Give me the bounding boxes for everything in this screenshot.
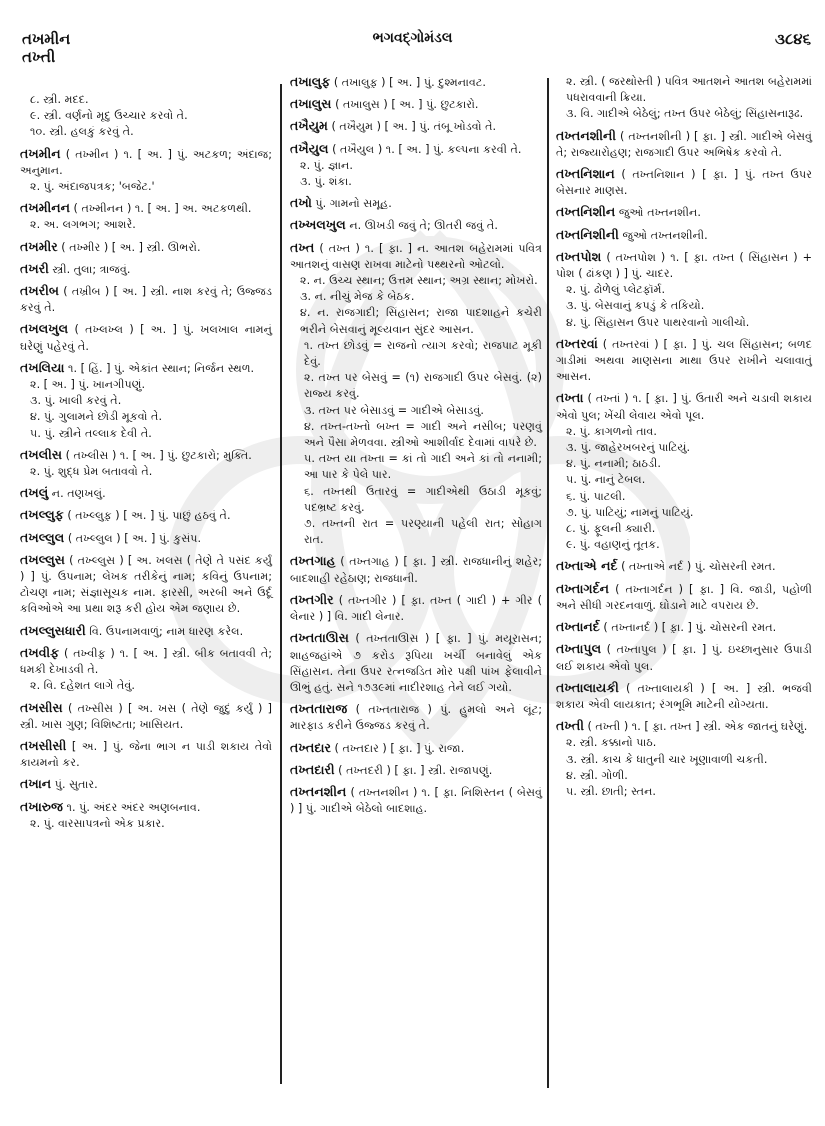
dictionary-entry [556, 558, 812, 575]
entry-sense: ૩. પું. બેસવાનું કપડું કે તકિયો. [566, 299, 705, 313]
entry-headword: તખલું [20, 485, 49, 501]
entry-headword: તખ્તનિશીની [556, 226, 619, 242]
entry-headword: તખ્તનશીન [290, 783, 347, 799]
page-number: ૩૮૪૬ [775, 30, 811, 48]
dictionary-entry [20, 507, 272, 524]
entry-definition: ( તખ્તાપુલ ) [ ફ઼ા. ] પું. ઇચ્છાનુસાર ઉપાડી લઈ શકાય એવો પુલ. [556, 643, 812, 673]
entry-sense: ૫. પું. નાનું ટેબલ. [566, 473, 646, 487]
entry-sense: ૯. પું. વહાણનું તૂતક. [566, 538, 660, 552]
entry-headword: તખ્તદારી [290, 761, 335, 777]
entry-definition: ( તખૈયુમ ) [ અ. ] પું. તંબૂ ખોડવો તે. [331, 120, 497, 134]
entry-headword: તખ્તનશીની [556, 127, 617, 143]
dictionary-entry [290, 118, 542, 135]
entry-definition: ( તખ્લખ્લ ) [ અ. ] પું. ખલખાલ નામનું ઘરેણું પહેરવું તે. [20, 323, 273, 353]
dictionary-entry [556, 390, 812, 553]
entry-headword: તખ્તાલાયકી [556, 679, 619, 695]
dictionary-entry [556, 718, 812, 800]
dictionary-entry [556, 619, 812, 636]
entry-definition: ( તખ્તરવાં ) [ ફ઼ા. ] પું. ચલ સિંહાસન; બળદ ગાડીમાં અથવા માણસના માથા ઉપર રાખીને ચલાવાતું આસન. [556, 337, 812, 384]
entry-definition: ( તખ્લ્લુફ઼ ) [ અ. ] પું. પાછું હઠવું તે. [67, 509, 231, 523]
entry-idiom: ૬. તખ્તથી ઉતારવું = ગાદીએથી ઉઠાડી મૂકવું; પદભ્રષ્ટ કરવું. [304, 484, 542, 514]
dictionary-entry [20, 485, 272, 502]
dictionary-entry [290, 553, 542, 586]
entry-sense: ૫. સ્ત્રી. છાતી; સ્તન. [566, 784, 656, 798]
entry-definition: પું. સુતાર. [54, 778, 98, 792]
entry-definition: ( તખ્ત ) ૧. [ ફ઼ા. ] ન. આતશ બહેરામમાં પવિત્ર આતશનું વાસણ રાખવા માટેનો પથ્થરનો ઓટલો. [290, 241, 542, 271]
book-title: ભગવદ્ગોમંડલ [372, 30, 453, 46]
entry-definition: ( તખાલુસ ) [ અ. ] પું. છુટકારો. [335, 98, 479, 112]
entry-definition: ( તખ્તનિશાન ) [ ફ઼ા. ] પું. તખ્ત ઉપર બેસનાર માણસ. [556, 168, 813, 198]
entry-definition: ( તખ્લ્લુસ ) [ અ. ખલસ ( તેણે તે પસંદ કર્યું ) ] પું. ઉપનામ; લેખક તરીકેનું નામ; કવિનું ઉપનામ; ટોચણ નામ; સંજ્ઞાસૂચક નામ. ફારસી, અરબી અને ઉર્દૂ કવિઓએ આ પ્રથા શરૂ કરી હોય એમ જણાય છે. [20, 553, 272, 616]
dictionary-entry [20, 645, 272, 695]
entry-idiom: ૩. તખ્ત પર બેસાડવું = ગાદીએ બેસાડવું. [304, 403, 484, 417]
dictionary-entry [20, 799, 272, 832]
entry-definition: ( તખ્સીસ ) [ અ. ખસ ( તેણે જુદું કર્યું ) ] સ્ત્રી. ખાસ ગુણ; વિશિષ્ટતા; ખાસિયત. [20, 701, 272, 731]
entry-sense: ૨. પું. ઢોળેલું પ્લેટફૉર્મ. [566, 283, 666, 297]
entry-definition: ( તખ્મીર ) [ અ. ] સ્ત્રી. ઊભરો. [61, 240, 201, 254]
entry-headword: તખ્તી [556, 718, 584, 734]
entry-sense: ૪. પું. સિંહાસન ઉપર પાથરવાનો ગાલીચો. [566, 315, 750, 329]
entry-definition: સ્ત્રી. તુલા; ત્રાજવું. [52, 262, 131, 276]
entry-headword: તખમીનન [20, 200, 70, 216]
entry-definition: ( તખ્તદાર ) [ ફ઼ા. ] પું. રાજા. [334, 741, 465, 755]
entry-definition: ( તખ્લીસ ) ૧. [ અ. ] પું. છુટકારો; મુક્તિ. [65, 448, 252, 462]
entry-sense: ૩. પું. શંકા. [300, 175, 352, 189]
entry-sense: ૮. સ્ત્રી. મદદ. [30, 93, 89, 106]
entry-headword: તખરીબ [20, 283, 59, 299]
entry-sense: ૨. [ અ. ] પું. ખાનગીપણું. [30, 378, 146, 392]
entry-headword: તખલ્લુસધારી [20, 622, 86, 638]
dictionary-entry [20, 738, 272, 771]
dictionary-entry [20, 146, 272, 196]
dictionary-entry [556, 204, 812, 221]
entry-sense: ૪. સ્ત્રી. ગોળી. [566, 768, 628, 782]
column-middle [290, 74, 542, 822]
entry-sense: ૩. ન. નીચું મેજ કે બેઠક. [300, 290, 415, 304]
dictionary-entry [290, 592, 542, 625]
column-divider [547, 78, 549, 1088]
entry-sense: ૨. પું. વારસાપત્રનો એક પ્રકાર. [30, 816, 165, 830]
entry-definition: પું. ગામનો સમૂહ. [315, 197, 392, 211]
entry-headword: તખલ્લુફ [20, 507, 64, 523]
entry-sense: ૧૦. સ્ત્રી. હલકું કરવું તે. [30, 125, 134, 139]
entry-idiom: ૨. તખ્ત પર બેસવું = (૧) રાજગાદી ઉપર બેસવું. (૨) રાજ્ય કરવું. [304, 371, 542, 401]
dictionary-entry [556, 581, 812, 614]
entry-idiom: ૭. તખ્તની રાત = પરણ્યાની પહેલી રાત; સોહાગ રાત. [304, 517, 542, 547]
column-divider [280, 84, 282, 1084]
entry-headword: તખલખુલ [20, 321, 69, 337]
entry-sense: ૩. પું. જાહેરખબરનું પાટિયું. [566, 441, 691, 455]
entry-definition: ( તખ્તગીર ) [ ફ઼ા. તખ્ત ( ગાદી ) + ગીર ( લેનાર ) ] વિ. ગાદી લેનાર. [290, 593, 542, 624]
entry-headword: તખ્ખલખુલ [290, 217, 346, 233]
entry-headword: તખાલુસ [290, 96, 332, 112]
dictionary-entry [290, 96, 542, 113]
dictionary-entry [290, 762, 542, 779]
entry-idiom: ૧. તખ્ત છોડવું = રાજનો ત્યાગ કરવો; રાજપાટ મૂકી દેવું. [304, 338, 542, 369]
entry-definition: ન. ઊખડી જવું તે; ઊતરી જવું તે. [349, 219, 498, 233]
dictionary-entry [556, 641, 812, 674]
entry-definition: ( તખ્મીન ) ૧. [ અ. ] પું. અટકળ; અંદાજ; અનુમાન. [20, 147, 272, 177]
dictionary-entry [290, 217, 542, 234]
dictionary-entry [20, 776, 272, 793]
guide-word-last: તખ્તી [22, 48, 56, 66]
entry-headword: તખૈયુલ [290, 140, 329, 156]
entry-sense: ૩. સ્ત્રી. કાચ કે ધાતુની ચાર ખૂણાવાળી ચકતી. [566, 752, 768, 766]
entry-definition: ( તખ્તપોશ ) ૧. [ ફ઼ા. તખ્ત ( સિંહાસન ) + પોશ ( ઢાંકણ ) ] પું. ચાદર. [556, 250, 812, 281]
entry-headword: તખરી [20, 260, 49, 276]
entry-definition: ( તખ્તાગર્દન ) [ ફ઼ા. ] વિ. જાડી, પહોળી અને સીધી ગરદનવાળું. ઘોડાને માટે વપરાય છે. [556, 582, 812, 612]
dictionary-entry [20, 530, 272, 547]
entry-sense: ૨. પું. કાગળનો તાવ. [566, 424, 657, 438]
dictionary-entry [290, 740, 542, 757]
entry-definition: ( તખ્લ્લુલ ) [ અ. ] પું. કુસંપ. [67, 531, 202, 545]
entry-definition: ( તખ્તાએ નર્દ ) પું. ચોસરની રમત. [621, 560, 776, 574]
dictionary-entry [20, 623, 272, 640]
dictionary-entry [20, 261, 272, 278]
column-right [556, 74, 812, 805]
entry-headword: તખસીસી [20, 737, 67, 753]
entry-headword: તખૈયુમ [290, 118, 328, 134]
entry-definition: ન. તણખલું. [51, 487, 106, 501]
dictionary-entry [290, 141, 542, 191]
entry-sense: ૨. વિ. દહેશત લાગે તેવું. [30, 679, 135, 693]
entry-definition: ૧. પું. અંદર અંદર અણબનાવ. [66, 800, 201, 814]
entry-headword: તખ્ત [290, 239, 315, 255]
entry-headword: તખલ્લુલ [20, 529, 65, 545]
entry-definition: ( તખ્તગાહ ) [ ફ઼ા. ] સ્ત્રી. રાજધાનીનું શહેર; બાદશાહી રહેઠાણ; રાજધાની. [290, 555, 542, 585]
entry-definition: ૧. [ હિં. ] પું. એકાંત સ્થાન; નિર્જન સ્થળ. [68, 361, 255, 375]
entry-definition: ( તખ્વીફ઼ ) ૧. [ અ. ] સ્ત્રી. બીક બતાવવી તે; ધમકી દેખાડવી તે. [20, 646, 273, 677]
entry-definition: ( તખૈયુલ ) ૧. [ અ. ] પું. કલ્પના કરવી તે. [332, 142, 522, 156]
entry-sense: ૨. પું. જ્ઞાન. [300, 158, 353, 172]
entry-definition: ( તખ્મીનન ) ૧. [ અ. ] અ. અટકળથી. [73, 202, 252, 216]
entry-definition: ( તખ્તાલાયકી ) [ અ. ] સ્ત્રી. ભજવી શકાય એવી લાયકાત; રંગભૂમિ માટેની યોગ્યતા. [556, 681, 813, 711]
dictionary-entry [290, 784, 542, 817]
entry-sense: ૨. સ્ત્રી. કક્કાનો પાઠ. [566, 736, 657, 750]
entry-headword: તખલ્લુસ [20, 551, 65, 567]
entry-sense: ૬. પું. પાટલી. [566, 489, 626, 503]
entry-headword: તખ્તનિશાન [556, 166, 615, 182]
dictionary-entry [556, 336, 812, 386]
entry-definition: જુઓ તખ્તનશીન. [618, 206, 701, 220]
entry-sense: ૩. વિ. ગાદીએ બેઠેલું; તખ્ત ઉપર બેઠેલું; સિંહાસનારૂઢ. [566, 107, 804, 121]
entry-headword: તખ્તાપુલ [556, 641, 602, 657]
entry-headword: તખ્તતાઊસ [290, 630, 350, 646]
entry-definition: વિ. ઉપનામવાળું; નામ ધારણ કરેલ. [89, 624, 244, 638]
entry-headword: તખ્તતારાજ [290, 701, 348, 717]
entry-headword: તખ્તપોશ [556, 248, 602, 264]
entry-definition: જુઓ તખ્તનશીની. [622, 228, 708, 242]
entry-sense: ૫. પું. સ્ત્રીને તલ્લાક દેવી તે. [30, 426, 152, 440]
dictionary-entry [20, 283, 272, 316]
entry-headword: તખ્તાએ નર્દ [556, 558, 618, 574]
dictionary-entry [290, 701, 542, 734]
dictionary-entry [20, 239, 272, 256]
guide-word-first: તખમીન [22, 30, 71, 48]
entry-headword: તખારુજ [20, 798, 63, 814]
entry-headword: તખલીસ [20, 446, 63, 462]
entry-sense: ૭. પું. પાટિયું; નામનું પાટિયું. [566, 505, 694, 519]
entry-definition: ( તખ્તી ) ૧. [ ફ઼ા. તખ્ત ] સ્ત્રી. એક જાતનું ઘરેણું. [587, 720, 808, 734]
entry-headword: તખ્તા [556, 390, 584, 406]
entry-headword: તખ્તગાહ [290, 553, 336, 569]
entry-definition: ( તખાલુફ઼ ) [ અ. ] પું. દુશ્મનાવટ. [333, 76, 486, 89]
entry-headword: તખમીન [20, 145, 61, 161]
entry-headword: તખો [290, 195, 312, 211]
entry-sense: ૨. ન. ઉચ્ચ સ્થાન; ઉત્તમ સ્થાન; અગ્ર સ્થાન; મોખરો. [300, 274, 538, 288]
dictionary-entry [20, 321, 272, 354]
dictionary-entry [20, 552, 272, 618]
dictionary-entry [290, 74, 542, 91]
dictionary-entry [290, 195, 542, 212]
dictionary-entry [20, 360, 272, 442]
column-left [20, 92, 272, 837]
entry-definition: ( તખ્તતાઊસ ) [ ફ઼ા. ] પું. મયૂરાસન; શાહજહાંએ ૭ કરોડ રૂપિયા ખર્ચી બનાવેલું એક સિંહાસન. તેના ઉપર રત્નજડિત મોર પક્ષી પાંખ ફેલાવીને ઊભું હતું. સને ૧૭૩૯માં નાદીરશાહ તેને લઈ ગયો. [290, 632, 542, 694]
dictionary-entry [20, 92, 272, 141]
entry-sense: ૨. પું. શુદ્ધ પ્રેમ બતાવવો તે. [30, 465, 153, 479]
dictionary-entry [556, 74, 812, 123]
page-header [0, 20, 825, 66]
entry-sense: ૩. પું. ખાલી કરવું તે. [30, 394, 122, 408]
entry-idiom: ૪. તખ્ત-તખ્તો બખ્ત = ગાદી અને નસીબ; પરણવું અને પૈસા મેળવવા. સ્ત્રીઓ આશીર્વાદ દેવામાં વાપરે છે. [304, 419, 542, 450]
entry-headword: તખ્તાનર્દ [556, 619, 600, 635]
entry-headword: તખ્તાગર્દન [556, 580, 610, 596]
entry-headword: તખ્તગીર [290, 591, 334, 607]
dictionary-entry [20, 447, 272, 480]
dictionary-entry [20, 200, 272, 233]
entry-headword: તખવીફ [20, 644, 60, 660]
entry-headword: તખાલુફ [290, 74, 331, 89]
entry-definition: ( તખ્તાનર્દ ) [ ફ઼ા. ] પું. ચોસરની રમત. [603, 621, 777, 635]
entry-sense: ૨. પું. અંદાજપત્રક; 'બજેટ.' [30, 180, 155, 194]
entry-headword: તખમીર [20, 238, 58, 254]
entry-definition: ( તખ્તનશીની ) [ ફ઼ા. ] સ્ત્રી. ગાદીએ બેસવું તે; રાજ્યારોહણ; રાજગાદી ઉપર અભિષેક કરવો તે. [556, 129, 812, 159]
dictionary-entry [556, 227, 812, 244]
entry-definition: ( તખ્તનશીન ) ૧. [ ફ઼ા. નિશિસ્તન ( બેસવું ) ] પું. ગાદીએ બેઠેલો બાદશાહ. [290, 785, 542, 816]
dictionary-entry [556, 166, 812, 199]
entry-idiom: ૫. તખ્ત યા તખ્તા = કાં તો ગાદી અને કાં તો નનામી; આ પાર કે પેલે પાર. [304, 452, 542, 482]
dictionary-entry [20, 700, 272, 733]
entry-sense: ૪. ન. રાજગાદી; સિંહાસન; રાજા પાદશાહને કચેરી ભરીને બેસવાનું મૂલ્યવાન સુંદર આસન. [300, 306, 542, 336]
entry-definition: ( તખ્રીબ ) [ અ. ] સ્ત્રી. નાશ કરવું તે; ઉજ્જડ કરવું તે. [20, 285, 272, 315]
entry-sense: ૪. પું. ગુલામને છોડી મૂકવો તે. [30, 410, 163, 424]
entry-sense: ૨. સ્ત્રી. ( જરથોસ્તી ) પવિત્ર આતશને આતશ બહેરામમાં પધરાવવાની ક્રિયા. [566, 75, 812, 105]
entry-definition: ( તખ્તદરી ) [ ફ઼ા. ] સ્ત્રી. રાજાપણું. [338, 763, 493, 777]
entry-headword: તખલિયા [20, 359, 65, 375]
entry-headword: તખ્તદાર [290, 739, 331, 755]
entry-headword: તખસીસ [20, 699, 63, 715]
entry-definition: ( તખ્તતારાજ ) પું. હુમલો અને લૂંટ; મારફાડ કરીને ઉજ્જડ કરવું તે. [290, 703, 542, 733]
entry-sense: ૮. પું. ફૂલની ક્યારી. [566, 522, 656, 536]
entry-definition: ( તખ્તાં ) ૧. [ ફ઼ા. ] પું. ઉતારી અને ચડાવી શકાય એવો પુલ; ખેંચી લેવાય એવો પૂલ. [556, 392, 812, 422]
dictionary-entry [556, 680, 812, 713]
dictionary-entry [556, 128, 812, 161]
dictionary-entry [290, 630, 542, 696]
dictionary-entry [290, 240, 542, 549]
dictionary-entry [556, 249, 812, 331]
entry-sense: ૨. અ. લગભગ; આશરે. [30, 218, 136, 232]
entry-headword: તખાન [20, 776, 52, 792]
entry-headword: તખ્તનિશીન [556, 204, 616, 220]
entry-sense: ૪. પું. નનામી; ઠાઠડી. [566, 457, 661, 471]
entry-definition: [ અ. ] પું. જેના ભાગ ન પાડી શકાય તેવો કાયમનો કર. [20, 739, 273, 770]
entry-sense: ૯. સ્ત્રી. વર્ણનો મૃદુ ઉચ્ચાર કરવો તે. [30, 109, 188, 123]
entry-headword: તખ્તરવાં [556, 335, 598, 351]
